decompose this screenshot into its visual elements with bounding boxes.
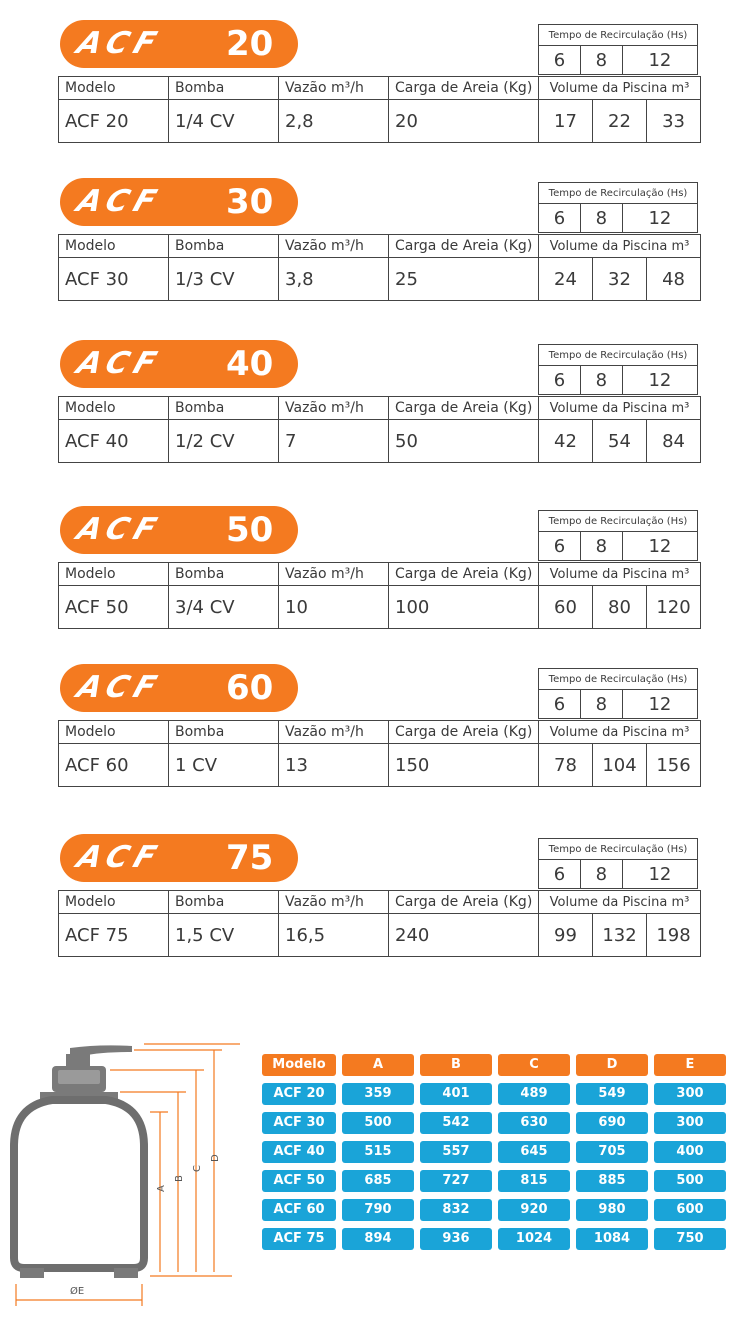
recirculation-table — [538, 24, 698, 75]
spec-data-row — [59, 420, 701, 463]
dim-header-e: E — [654, 1054, 726, 1076]
cell-volume-6: 99 — [539, 914, 593, 957]
col-vazao: Vazão m³/h — [279, 397, 389, 420]
spec-header-row — [59, 397, 701, 420]
filter-diagram — [0, 1036, 250, 1316]
cell-volume-12: 48 — [647, 258, 701, 301]
dim-header-b: B — [420, 1054, 492, 1076]
acf-logo: ACF — [72, 512, 167, 547]
dim-cell-b: 936 — [420, 1228, 492, 1250]
hours-8: 8 — [580, 860, 622, 889]
cell-bomba: 1/3 CV — [169, 258, 279, 301]
spec-table — [58, 396, 701, 463]
spec-data-row — [59, 744, 701, 787]
cell-volume-8: 80 — [593, 586, 647, 629]
recirculation-table — [538, 510, 698, 561]
hours-6: 6 — [539, 366, 581, 395]
dimensions-row — [262, 1083, 732, 1105]
recirculation-table — [538, 668, 698, 719]
cell-volume-12: 156 — [647, 744, 701, 787]
hours-6: 6 — [539, 204, 581, 233]
dim-cell-a: 359 — [342, 1083, 414, 1105]
col-volume: Volume da Piscina m³ — [539, 563, 701, 586]
model-number: 40 — [226, 344, 274, 384]
model-number: 30 — [226, 182, 274, 222]
hours-6: 6 — [539, 860, 581, 889]
dimensions-body — [262, 1083, 732, 1250]
dim-cell-e: 300 — [654, 1083, 726, 1105]
cell-volume-8: 22 — [593, 100, 647, 143]
dim-header-a: A — [342, 1054, 414, 1076]
dim-header-c: C — [498, 1054, 570, 1076]
col-bomba: Bomba — [169, 397, 279, 420]
spec-header-row — [59, 891, 701, 914]
col-modelo: Modelo — [59, 77, 169, 100]
dimensions-row — [262, 1199, 732, 1221]
cell-bomba: 1 CV — [169, 744, 279, 787]
cell-volume-12: 198 — [647, 914, 701, 957]
dimensions-row — [262, 1112, 732, 1134]
dim-cell-a: 515 — [342, 1141, 414, 1163]
hours-6: 6 — [539, 46, 581, 75]
cell-bomba: 1/2 CV — [169, 420, 279, 463]
col-volume: Volume da Piscina m³ — [539, 77, 701, 100]
dim-cell-d: 705 — [576, 1141, 648, 1163]
model-number: 60 — [226, 668, 274, 708]
dimensions-table — [262, 1054, 732, 1257]
dim-cell-d: 690 — [576, 1112, 648, 1134]
cell-vazao: 2,8 — [279, 100, 389, 143]
col-bomba: Bomba — [169, 563, 279, 586]
cell-modelo: ACF 40 — [59, 420, 169, 463]
dim-cell-e: 300 — [654, 1112, 726, 1134]
cell-bomba: 3/4 CV — [169, 586, 279, 629]
dim-cell-d: 549 — [576, 1083, 648, 1105]
label-c: C — [192, 1165, 203, 1172]
dim-header-d: D — [576, 1054, 648, 1076]
hours-8: 8 — [580, 46, 622, 75]
spec-block — [58, 340, 702, 470]
dim-cell-a: 894 — [342, 1228, 414, 1250]
dim-cell-c: 630 — [498, 1112, 570, 1134]
dim-cell-c: 645 — [498, 1141, 570, 1163]
recirculation-title: Tempo de Recirculação (Hs) — [539, 511, 698, 532]
spec-header-row — [59, 721, 701, 744]
cell-carga: 50 — [389, 420, 539, 463]
cell-carga: 150 — [389, 744, 539, 787]
col-bomba: Bomba — [169, 721, 279, 744]
col-vazao: Vazão m³/h — [279, 235, 389, 258]
hours-6: 6 — [539, 690, 581, 719]
dimensions-row — [262, 1170, 732, 1192]
dim-cell-modelo: ACF 75 — [262, 1228, 336, 1250]
spec-block — [58, 20, 702, 150]
recirculation-table — [538, 344, 698, 395]
dim-cell-modelo: ACF 30 — [262, 1112, 336, 1134]
recirculation-title: Tempo de Recirculação (Hs) — [539, 345, 698, 366]
dim-cell-b: 832 — [420, 1199, 492, 1221]
spec-table — [58, 234, 701, 301]
recirculation-title: Tempo de Recirculação (Hs) — [539, 183, 698, 204]
cell-carga: 25 — [389, 258, 539, 301]
dim-cell-d: 885 — [576, 1170, 648, 1192]
dim-cell-modelo: ACF 40 — [262, 1141, 336, 1163]
cell-volume-6: 42 — [539, 420, 593, 463]
col-carga: Carga de Areia (Kg) — [389, 77, 539, 100]
dim-header-modelo: Modelo — [262, 1054, 336, 1076]
hours-12: 12 — [622, 532, 697, 561]
spec-table — [58, 720, 701, 787]
spec-table — [58, 76, 701, 143]
model-badge — [60, 834, 298, 882]
recirculation-table — [538, 182, 698, 233]
col-vazao: Vazão m³/h — [279, 563, 389, 586]
cell-volume-12: 120 — [647, 586, 701, 629]
col-carga: Carga de Areia (Kg) — [389, 563, 539, 586]
col-volume: Volume da Piscina m³ — [539, 721, 701, 744]
dimensions-header-row — [262, 1054, 732, 1076]
dim-cell-modelo: ACF 50 — [262, 1170, 336, 1192]
spec-block — [58, 506, 702, 636]
col-carga: Carga de Areia (Kg) — [389, 397, 539, 420]
dim-cell-c: 489 — [498, 1083, 570, 1105]
model-number: 20 — [226, 24, 274, 64]
col-carga: Carga de Areia (Kg) — [389, 721, 539, 744]
spec-data-row — [59, 100, 701, 143]
spec-table — [58, 562, 701, 629]
dim-cell-c: 815 — [498, 1170, 570, 1192]
model-number: 50 — [226, 510, 274, 550]
spec-header-row — [59, 563, 701, 586]
cell-volume-8: 32 — [593, 258, 647, 301]
hours-8: 8 — [580, 532, 622, 561]
dim-cell-a: 790 — [342, 1199, 414, 1221]
label-a: A — [156, 1185, 167, 1192]
cell-vazao: 10 — [279, 586, 389, 629]
recirculation-title: Tempo de Recirculação (Hs) — [539, 25, 698, 46]
cell-modelo: ACF 20 — [59, 100, 169, 143]
col-vazao: Vazão m³/h — [279, 77, 389, 100]
col-modelo: Modelo — [59, 397, 169, 420]
model-badge — [60, 178, 298, 226]
hours-8: 8 — [580, 690, 622, 719]
cell-volume-6: 17 — [539, 100, 593, 143]
cell-volume-8: 54 — [593, 420, 647, 463]
acf-logo: ACF — [72, 26, 167, 61]
spec-block — [58, 834, 702, 964]
spec-block — [58, 178, 702, 308]
dim-cell-e: 500 — [654, 1170, 726, 1192]
cell-modelo: ACF 60 — [59, 744, 169, 787]
acf-logo: ACF — [72, 670, 167, 705]
spec-block — [58, 664, 702, 794]
dim-cell-d: 980 — [576, 1199, 648, 1221]
model-badge — [60, 664, 298, 712]
spec-data-row — [59, 914, 701, 957]
dim-cell-modelo: ACF 60 — [262, 1199, 336, 1221]
dim-cell-b: 542 — [420, 1112, 492, 1134]
label-b: B — [174, 1175, 185, 1182]
cell-modelo: ACF 50 — [59, 586, 169, 629]
recirculation-table — [538, 838, 698, 889]
cell-volume-6: 24 — [539, 258, 593, 301]
dim-cell-e: 750 — [654, 1228, 726, 1250]
cell-bomba: 1,5 CV — [169, 914, 279, 957]
dimensions-row — [262, 1228, 732, 1250]
col-volume: Volume da Piscina m³ — [539, 397, 701, 420]
dim-cell-a: 685 — [342, 1170, 414, 1192]
dim-cell-b: 727 — [420, 1170, 492, 1192]
cell-modelo: ACF 75 — [59, 914, 169, 957]
col-modelo: Modelo — [59, 563, 169, 586]
acf-logo: ACF — [72, 840, 167, 875]
cell-volume-6: 78 — [539, 744, 593, 787]
col-bomba: Bomba — [169, 235, 279, 258]
col-vazao: Vazão m³/h — [279, 721, 389, 744]
col-carga: Carga de Areia (Kg) — [389, 235, 539, 258]
col-volume: Volume da Piscina m³ — [539, 235, 701, 258]
hours-12: 12 — [622, 204, 697, 233]
col-vazao: Vazão m³/h — [279, 891, 389, 914]
dim-cell-d: 1084 — [576, 1228, 648, 1250]
dim-cell-a: 500 — [342, 1112, 414, 1134]
hours-12: 12 — [622, 690, 697, 719]
acf-logo: ACF — [72, 346, 167, 381]
cell-carga: 240 — [389, 914, 539, 957]
dim-cell-c: 1024 — [498, 1228, 570, 1250]
recirculation-title: Tempo de Recirculação (Hs) — [539, 839, 698, 860]
col-bomba: Bomba — [169, 891, 279, 914]
model-badge — [60, 340, 298, 388]
hours-6: 6 — [539, 532, 581, 561]
col-modelo: Modelo — [59, 721, 169, 744]
filter-drawing — [14, 1045, 144, 1278]
spec-data-row — [59, 258, 701, 301]
model-badge — [60, 506, 298, 554]
col-volume: Volume da Piscina m³ — [539, 891, 701, 914]
label-e: ØE — [70, 1286, 85, 1297]
model-badge — [60, 20, 298, 68]
cell-volume-12: 84 — [647, 420, 701, 463]
dim-cell-modelo: ACF 20 — [262, 1083, 336, 1105]
dim-cell-b: 401 — [420, 1083, 492, 1105]
spec-header-row — [59, 77, 701, 100]
recirculation-title: Tempo de Recirculação (Hs) — [539, 669, 698, 690]
col-carga: Carga de Areia (Kg) — [389, 891, 539, 914]
col-modelo: Modelo — [59, 891, 169, 914]
cell-volume-12: 33 — [647, 100, 701, 143]
dim-cell-e: 600 — [654, 1199, 726, 1221]
cell-vazao: 16,5 — [279, 914, 389, 957]
cell-carga: 100 — [389, 586, 539, 629]
cell-vazao: 3,8 — [279, 258, 389, 301]
cell-vazao: 7 — [279, 420, 389, 463]
cell-volume-8: 104 — [593, 744, 647, 787]
dimensions-row — [262, 1141, 732, 1163]
spec-header-row — [59, 235, 701, 258]
cell-vazao: 13 — [279, 744, 389, 787]
cell-carga: 20 — [389, 100, 539, 143]
hours-12: 12 — [622, 366, 697, 395]
cell-volume-8: 132 — [593, 914, 647, 957]
cell-modelo: ACF 30 — [59, 258, 169, 301]
hours-12: 12 — [622, 46, 697, 75]
col-bomba: Bomba — [169, 77, 279, 100]
label-d: D — [210, 1154, 221, 1162]
spec-table — [58, 890, 701, 957]
spec-data-row — [59, 586, 701, 629]
cell-bomba: 1/4 CV — [169, 100, 279, 143]
hours-12: 12 — [622, 860, 697, 889]
hours-8: 8 — [580, 204, 622, 233]
hours-8: 8 — [580, 366, 622, 395]
acf-logo: ACF — [72, 184, 167, 219]
model-number: 75 — [226, 838, 274, 878]
dim-cell-b: 557 — [420, 1141, 492, 1163]
dim-cell-c: 920 — [498, 1199, 570, 1221]
dim-cell-e: 400 — [654, 1141, 726, 1163]
col-modelo: Modelo — [59, 235, 169, 258]
cell-volume-6: 60 — [539, 586, 593, 629]
